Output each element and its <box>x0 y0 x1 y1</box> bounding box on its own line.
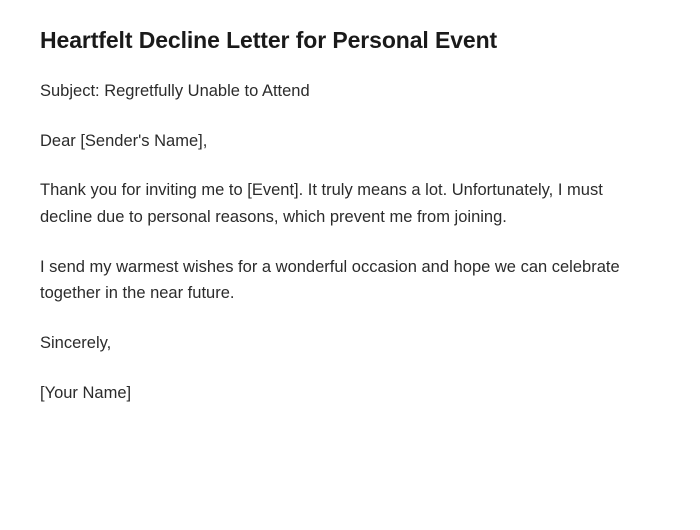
letter-body-paragraph-1: Thank you for inviting me to [Event]. It truly means a lot. Unfortunately, I must decline due to personal reasons, which prevent me from joining. <box>40 181 603 227</box>
letter-closing: Sincerely, <box>40 334 112 353</box>
letter-salutation: Dear [Sender's Name], <box>40 131 208 150</box>
letter-body-paragraph-2: I send my warmest wishes for a wonderful occasion and hope we can celebrate together in the near future. <box>40 257 620 303</box>
page-title: Heartfelt Decline Letter for Personal Event <box>40 27 498 53</box>
letter-signature: [Your Name] <box>40 383 132 402</box>
letter-subject-line: Subject: Regretfully Unable to Attend <box>40 81 310 100</box>
